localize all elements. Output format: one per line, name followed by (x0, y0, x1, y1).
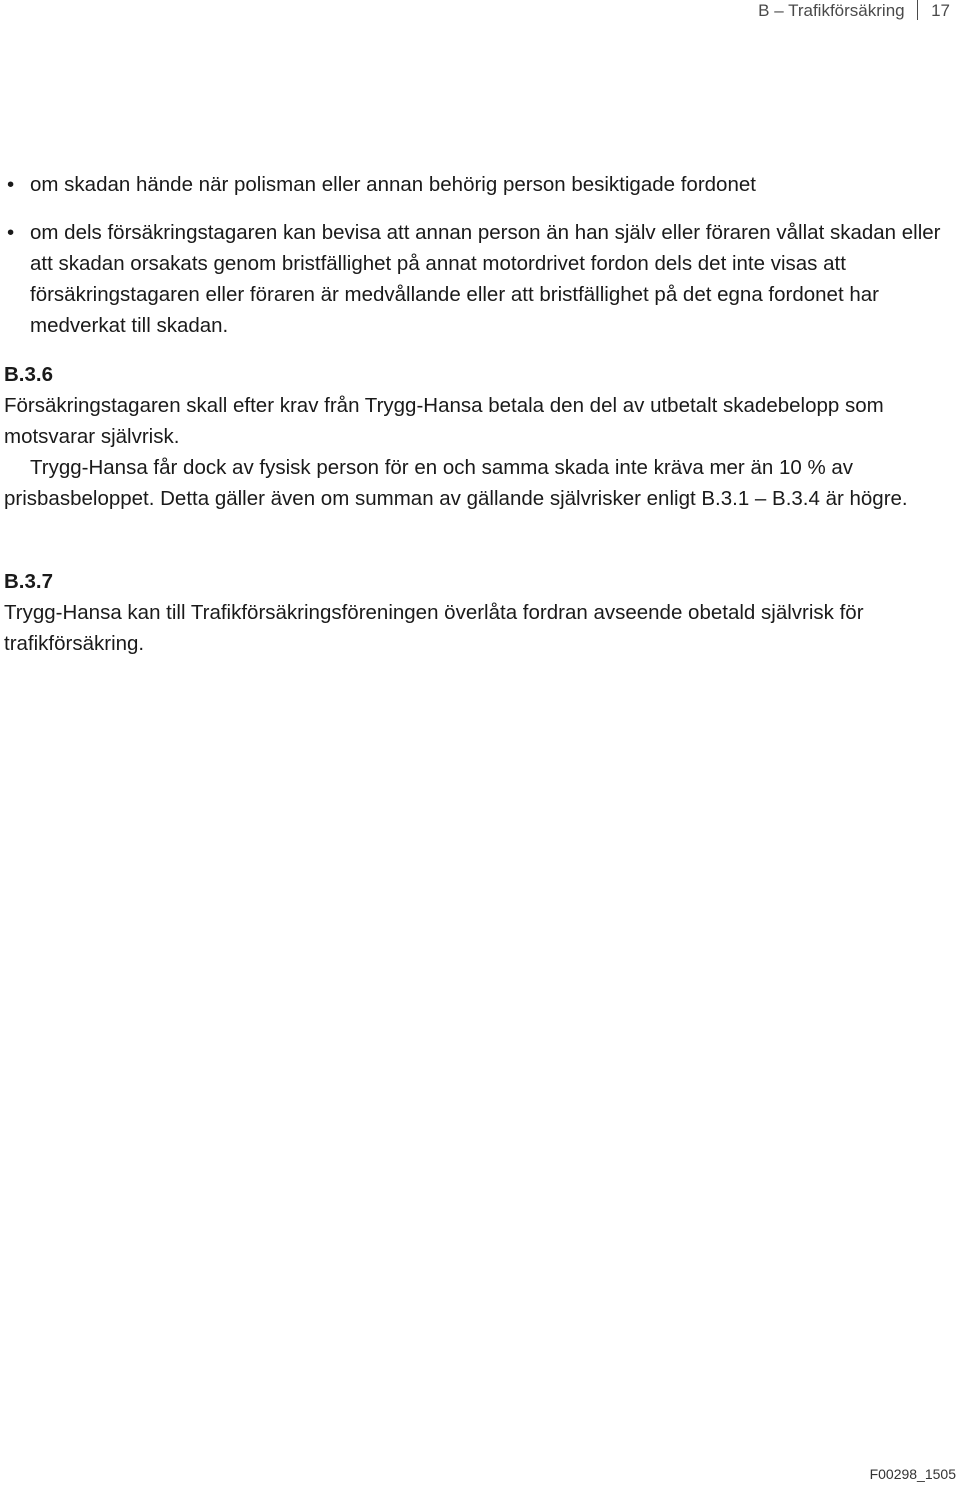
list-item (0, 169, 955, 200)
bullet-icon: • (7, 221, 15, 244)
section-b-3-7 (4, 566, 954, 659)
section-paragraph: Försäkringstagaren skall efter krav från Trygg-Hansa betala den del av utbetalt skadebelopp som motsvarar självrisk. (4, 394, 884, 448)
header-section-title: Trafikförsäkring (788, 1, 905, 20)
bullet-icon: • (7, 173, 15, 196)
section-heading: B.3.7 (4, 570, 53, 593)
page-number: 17 (931, 1, 950, 20)
section-paragraph: Trygg-Hansa får dock av fysisk person för en och samma skada inte kräva mer än 10 % av prisbasbeloppet. Detta gäller även om summan av gällande självrisker enligt B.3.1 – B.3.4 är högre. (4, 456, 908, 510)
section-paragraph: Trygg-Hansa kan till Trafikförsäkringsföreningen överlåta fordran avseende obetald självrisk för trafikförsäkring. (4, 601, 864, 655)
section-heading: B.3.6 (4, 363, 53, 386)
header-section-letter: B (758, 1, 770, 20)
running-header (758, 0, 950, 22)
header-dash: – (774, 1, 784, 20)
header-divider (917, 0, 918, 20)
bullet-list (0, 169, 955, 358)
list-item (0, 217, 955, 341)
list-item-text: om skadan hände när polisman eller annan behörig person besiktigade fordonet (30, 173, 756, 196)
list-item-text: om dels försäkringstagaren kan bevisa att annan person än han själv eller föraren vållat skadan eller att skadan orsakats genom bristfällighet på annat motordrivet fordon dels det inte visas att försäkringstagaren eller föraren är medvållande eller att bristfällighet på det egna fordonet har medverkat till skadan. (30, 221, 941, 337)
document-code: F00298_1505 (869, 1466, 956, 1482)
section-b-3-6 (4, 359, 954, 514)
